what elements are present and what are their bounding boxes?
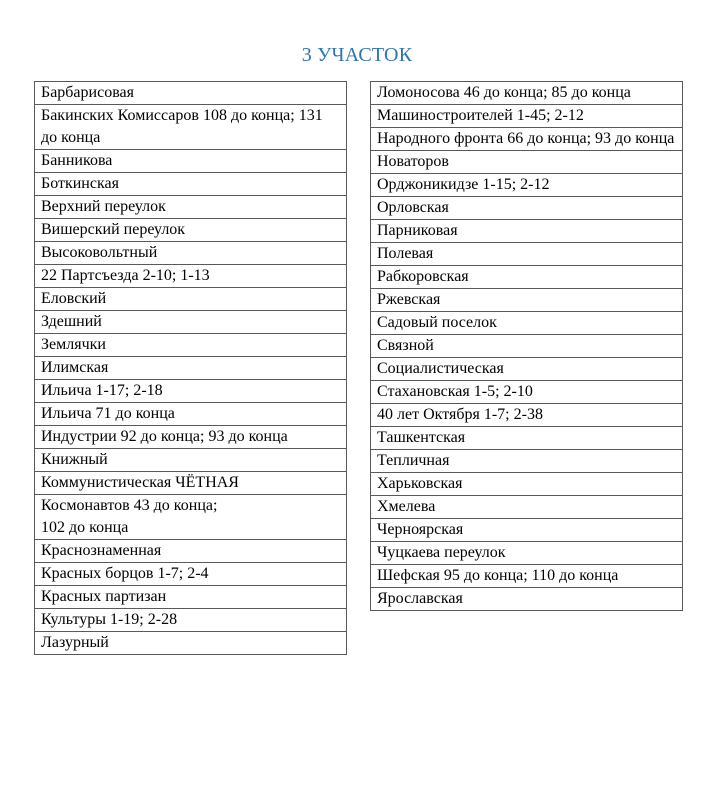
table-row [371, 266, 683, 289]
table-row [371, 220, 683, 243]
street-cell: Индустрии 92 до конца; 93 до конца [35, 426, 347, 449]
street-cell: Социалистическая [371, 358, 683, 381]
street-cell: Вишерский переулок [35, 219, 347, 242]
street-cell: Хмелева [371, 496, 683, 519]
table-row [35, 403, 347, 426]
table-row [35, 242, 347, 265]
table-row [35, 311, 347, 334]
table-row [35, 563, 347, 586]
street-cell: Культуры 1-19; 2-28 [35, 609, 347, 632]
table-row [371, 243, 683, 266]
table-row [371, 404, 683, 427]
street-cell: Ташкентская [371, 427, 683, 450]
table-row [371, 197, 683, 220]
street-list-left [34, 81, 347, 655]
street-cell: Ярославская [371, 588, 683, 611]
table-row [35, 495, 347, 540]
table-row [35, 472, 347, 495]
street-cell: Парниковая [371, 220, 683, 243]
street-cell: Чуцкаева переулок [371, 542, 683, 565]
street-cell: Садовый поселок [371, 312, 683, 335]
street-cell: Ржевская [371, 289, 683, 312]
street-cell: Банникова [35, 150, 347, 173]
street-cell: Народного фронта 66 до конца; 93 до конца [371, 128, 683, 151]
street-cell: Полевая [371, 243, 683, 266]
table-row [371, 151, 683, 174]
table-row [35, 196, 347, 219]
table-row [371, 289, 683, 312]
table-row [371, 542, 683, 565]
page-title: 3 УЧАСТОК [301, 44, 413, 66]
street-cell: Землячки [35, 334, 347, 357]
table-row [35, 426, 347, 449]
street-cell: Орджоникидзе 1-15; 2-12 [371, 174, 683, 197]
table-row [371, 427, 683, 450]
street-cell: Машиностроителей 1-45; 2-12 [371, 105, 683, 128]
table-row [35, 219, 347, 242]
street-cell: Стахановская 1-5; 2-10 [371, 381, 683, 404]
street-cell: Орловская [371, 197, 683, 220]
street-cell: Харьковская [371, 473, 683, 496]
street-cell: Барбарисовая [35, 82, 347, 105]
table-row [371, 105, 683, 128]
table-row [35, 288, 347, 311]
table-row [371, 519, 683, 542]
street-cell: Рабкоровская [371, 266, 683, 289]
table-row [35, 609, 347, 632]
table-row [371, 312, 683, 335]
street-cell: 40 лет Октября 1-7; 2-38 [371, 404, 683, 427]
street-list-right [370, 81, 683, 611]
table-row [35, 586, 347, 609]
street-cell: Краснознаменная [35, 540, 347, 563]
street-cell: Красных борцов 1-7; 2-4 [35, 563, 347, 586]
street-cell: Шефская 95 до конца; 110 до конца [371, 565, 683, 588]
table-row [371, 128, 683, 151]
street-list-right-body [371, 82, 683, 611]
table-row [35, 105, 347, 150]
table-row [371, 473, 683, 496]
table-row [35, 357, 347, 380]
street-cell: Космонавтов 43 до конца; 102 до конца [35, 495, 347, 540]
street-cell: Ильича 1-17; 2-18 [35, 380, 347, 403]
table-row [35, 150, 347, 173]
table-row [371, 450, 683, 473]
street-cell: Новаторов [371, 151, 683, 174]
table-row [35, 540, 347, 563]
table-row [371, 381, 683, 404]
table-row [35, 173, 347, 196]
street-cell: Боткинская [35, 173, 347, 196]
street-cell: Лазурный [35, 632, 347, 655]
street-cell: Красных партизан [35, 586, 347, 609]
street-cell: 22 Партсъезда 2-10; 1-13 [35, 265, 347, 288]
street-cell: Илимская [35, 357, 347, 380]
street-cell: Ильича 71 до конца [35, 403, 347, 426]
table-row [371, 358, 683, 381]
street-cell: Тепличная [371, 450, 683, 473]
table-row [371, 174, 683, 197]
street-cell: Коммунистическая ЧЁТНАЯ [35, 472, 347, 495]
street-cell: Бакинских Комиссаров 108 до конца; 131 до конца [35, 105, 347, 150]
table-row [35, 449, 347, 472]
table-row [371, 82, 683, 105]
street-cell: Еловский [35, 288, 347, 311]
table-row [35, 334, 347, 357]
street-cell: Здешний [35, 311, 347, 334]
table-row [371, 588, 683, 611]
street-list-left-body [35, 82, 347, 655]
table-row [371, 565, 683, 588]
street-cell: Связной [371, 335, 683, 358]
street-cell: Книжный [35, 449, 347, 472]
table-row [35, 265, 347, 288]
table-row [35, 632, 347, 655]
street-cell: Верхний переулок [35, 196, 347, 219]
table-row [35, 82, 347, 105]
table-row [371, 496, 683, 519]
street-cell: Черноярская [371, 519, 683, 542]
street-cell: Высоковольтный [35, 242, 347, 265]
street-cell: Ломоносова 46 до конца; 85 до конца [371, 82, 683, 105]
table-row [371, 335, 683, 358]
table-row [35, 380, 347, 403]
